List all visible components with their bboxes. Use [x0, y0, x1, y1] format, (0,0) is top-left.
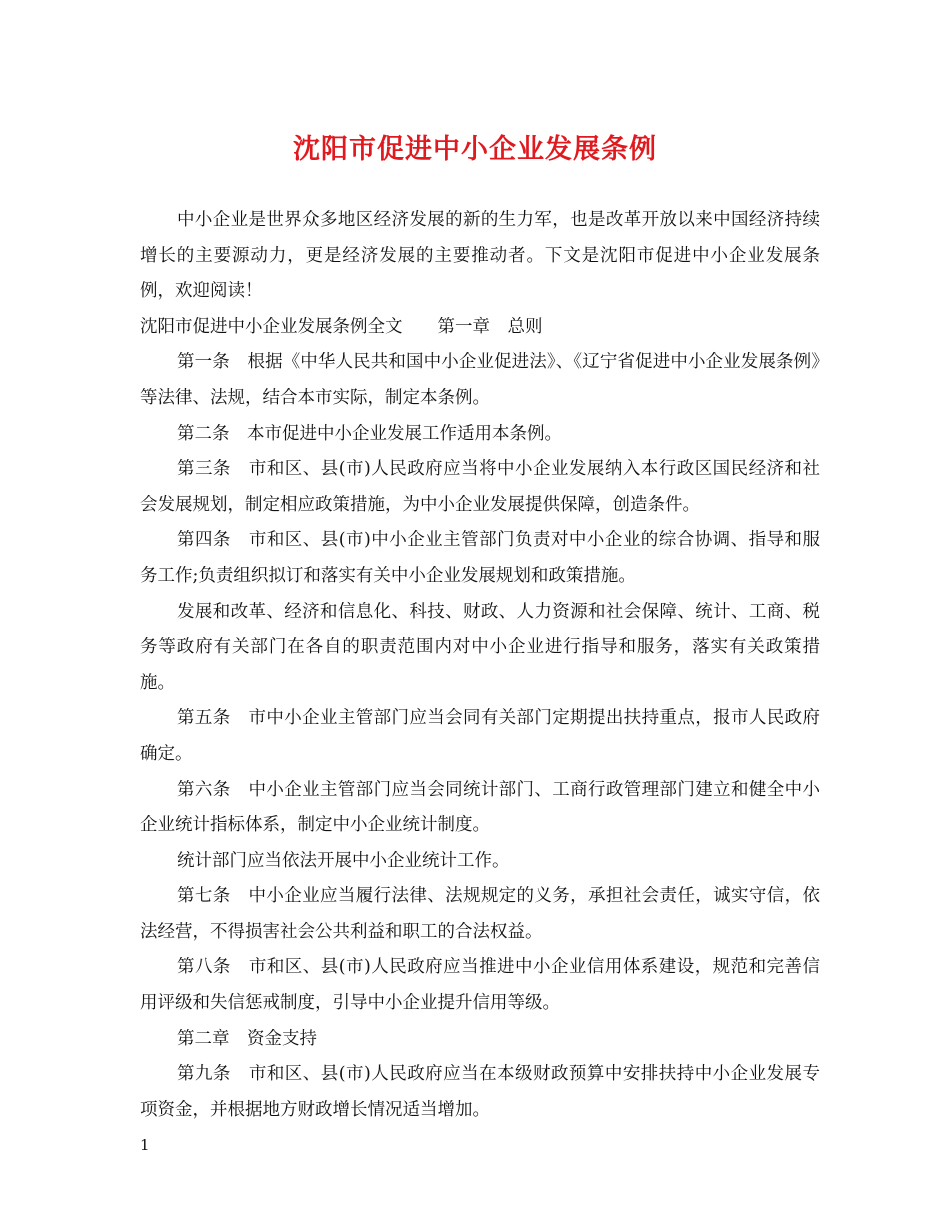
paragraph: 第八条 市和区、县(市)人民政府应当推进中小企业信用体系建设，规范和完善信用评级和失信惩戒制度，引导中小企业提升信用等级。	[140, 957, 820, 1014]
paragraph: 统计部门应当依法开展中小企业统计工作。	[177, 850, 510, 871]
paragraph: 第六条 中小企业主管部门应当会同统计部门、工商行政管理部门建立和健全中小企业统计指标体系，制定中小企业统计制度。	[140, 779, 820, 836]
paragraph: 第四条 市和区、县(市)中小企业主管部门负责对中小企业的综合协调、指导和服务工作;负责组织拟订和落实有关中小企业发展规划和政策措施。	[140, 530, 820, 586]
paragraph: 第二条 本市促进中小企业发展工作适用本条例。	[177, 423, 562, 444]
paragraph: 第一条 根据《中华人民共和国中小企业促进法》、《辽宁省促进中小企业发展条例》等法律、法规，结合本市实际，制定本条例。	[140, 352, 820, 408]
paragraph: 发展和改革、经济和信息化、科技、财政、人力资源和社会保障、统计、工商、税务等政府有关部门在各自的职责范围内对中小企业进行指导和服务，落实有关政策措施。	[140, 601, 820, 693]
paragraph: 第五条 市中小企业主管部门应当会同有关部门定期提出扶持重点，报市人民政府确定。	[140, 708, 820, 764]
paragraph: 第九条 市和区、县(市)人民政府应当在本级财政预算中安排扶持中小企业发展专项资金，并根据地方财政增长情况适当增加。	[140, 1064, 820, 1120]
page-number: 1	[140, 1136, 150, 1154]
paragraph: 中小企业是世界众多地区经济发展的新的生力军，也是改革开放以来中国经济持续增长的主要源动力，更是经济发展的主要推动者。下文是沈阳市促进中小企业发展条例，欢迎阅读！	[140, 210, 820, 302]
chapter-heading: 第二章 资金支持	[177, 1028, 317, 1049]
paragraph: 第三条 市和区、县(市)人民政府应当将中小企业发展纳入本行政区国民经济和社会发展规划，制定相应政策措施，为中小企业发展提供保障，创造条件。	[140, 459, 820, 515]
paragraph: 第七条 中小企业应当履行法律、法规规定的义务，承担社会责任，诚实守信，依法经营，不得损害社会公共利益和职工的合法权益。	[140, 886, 820, 942]
document-body	[140, 203, 820, 1128]
paragraph: 沈阳市促进中小企业发展条例全文 第一章 总则	[140, 316, 543, 337]
document-title: 沈阳市促进中小企业发展条例	[293, 134, 657, 165]
